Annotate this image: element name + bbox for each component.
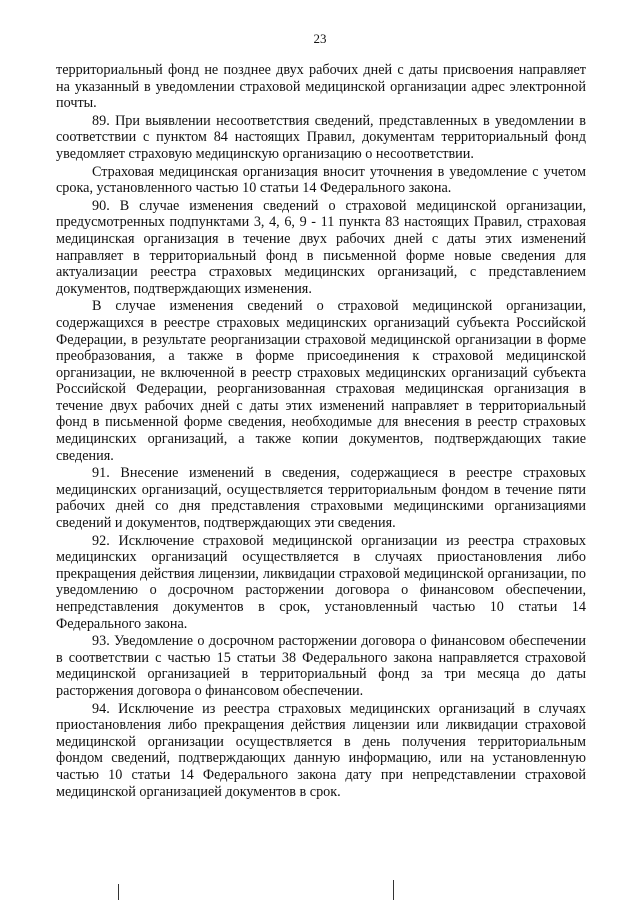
scan-mark-left [118,884,119,900]
paragraph-91: 91. Внесение изменений в сведения, содержащиеся в реестре страховых медицинских организаций, осуществляется территориальным фондом в течение пяти рабочих дней со дня представления страховыми медицинскими организациями сведений и документов, подтверждающих эти сведения. [56,465,586,532]
paragraph-94: 94. Исключение из реестра страховых медицинских организаций в случаях приостановления либо прекращения действия лицензии или ликвидации страховой медицинской организации осуществляется в день получения территориальным фондом сведений, подтверждающих данную информацию, или на установленную частью 10 статьи 14 Федерального закона дату при непредставлении страховой медицинской организацией документов в срок. [56,700,586,800]
page-number: 23 [313,31,327,46]
paragraph-90-reorganization: В случае изменения сведений о страховой медицинской организации, содержащихся в реестре страховых медицинских организаций субъекта Российской Федерации, в результате реорганизации страховой медицинской организации в форме преобразования, а также в форме присоединения к страховой медицинской организации, не включенной в реестр страховых медицинских организаций субъекта Российской Федерации, реорганизованная страховая медицинская организация в течение двух рабочих дней с даты этих изменений направляет в территориальный фонд в письменной форме сведения, необходимые для внесения в реестр страховых медицинских организаций, а также копии документов, подтверждающих такие сведения. [56,298,586,464]
paragraph-continuation: территориальный фонд не позднее двух рабочих дней с даты присвоения направляет на указанный в уведомлении страховой медицинской организации адрес электронной почты. [56,62,586,112]
paragraph-89: 89. При выявлении несоответствия сведений, представленных в уведомлении в соответствии с пунктом 84 настоящих Правил, документам территориальный фонд уведомляет страховую медицинскую организацию о несоответствии. [56,112,586,162]
document-body [56,62,586,801]
paragraph-89-clarification: Страховая медицинская организация вносит уточнения в уведомление с учетом срока, установленного частью 10 статьи 14 Федерального закона. [56,163,586,197]
paragraph-92: 92. Исключение страховой медицинской организации из реестра страховых медицинских организаций осуществляется в случаях приостановления либо прекращения действия лицензии, ликвидации страховой медицинской организации, по уведомлению о досрочном расторжении договора о финансовом обеспечении, непредставления документов в срок, установленный частью 10 статьи 14 Федерального закона. [56,532,586,632]
paragraph-93: 93. Уведомление о досрочном расторжении договора о финансовом обеспечении в соответствии с частью 15 статьи 38 Федерального закона направляется страховой медицинской организацией в территориальный фонд за три месяца до даты расторжения договора о финансовом обеспечении. [56,633,586,699]
scan-mark-right [393,880,394,900]
paragraph-90: 90. В случае изменения сведений о страховой медицинской организации, предусмотренных подпунктами 3, 4, 6, 9 - 11 пункта 83 настоящих Правил, страховая медицинская организация в течение двух рабочих дней с даты этих изменений направляет в территориальный фонд в письменной форме новые сведения для актуализации реестра страховых медицинских организаций, с представлением документов, подтверждающих изменения. [56,197,586,297]
